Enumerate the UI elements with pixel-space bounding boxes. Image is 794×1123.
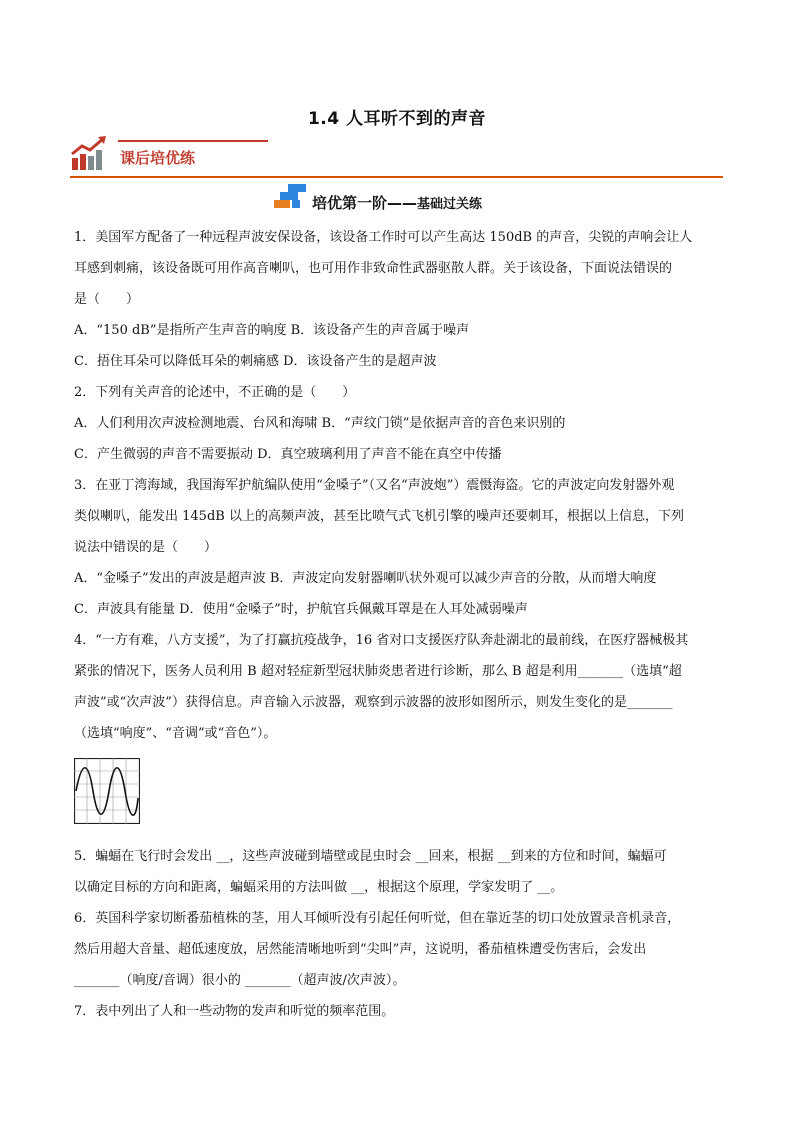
q1-options: A．“150 dB”是指所产生声音的响度 B．该设备产生的声音属于噪声	[74, 323, 470, 338]
q2-options: A．人们利用次声波检测地震、台风和海啸 B．“声纹门锁”是依据声音的音色来识别的	[74, 416, 566, 431]
section-heading	[0, 182, 794, 212]
q5-line: 5．蝙蝠在飞行时会发出 __，这些声波碰到墙壁或昆虫时会 __回来，根据 __到来的方位和时间，蝙蝠可	[74, 849, 667, 864]
banner-bottom-rule	[70, 176, 723, 178]
q3-options: C．声波具有能量 D．使用“金嗓子”时，护航官兵佩戴耳罩是在人耳处减弱噪声	[74, 602, 528, 617]
question-list	[74, 222, 722, 1027]
oscilloscope-waveform-figure	[74, 758, 140, 824]
q1-line: 耳感到刺痛，该设备既可用作高音喇叭，也可用作非致命性武器驱散人群。关于该设备，下面说法错误的	[74, 261, 673, 276]
q3-line: 说法中错误的是（ ）	[74, 540, 218, 555]
page-title: 1.4 人耳听不到的声音	[307, 109, 487, 129]
q1-options: C．捂住耳朵可以降低耳朵的刺痛感 D．该设备产生的是超声波	[74, 354, 437, 369]
q1-line: 是（ ）	[74, 292, 140, 307]
q4-line: 紧张的情况下，医务人员利用 B 超对轻症新型冠状肺炎患者进行诊断，那么 B 超是利用_______（选填“超	[74, 664, 682, 679]
q3-options: A．“金嗓子”发出的声波是超声波 B．声波定向发射器喇叭状外观可以减少声音的分散，从而增大响度	[74, 571, 657, 586]
q7-line: 7．表中列出了人和一些动物的发声和听觉的频率范围。	[74, 1004, 395, 1019]
stair-blocks-icon	[272, 182, 312, 210]
q1-line: 1．美国军方配备了一种远程声波安保设备，该设备工作时可以产生高达 150dB 的声音，尖锐的声响会让人	[74, 230, 693, 245]
section-subtitle: 基础过关练	[417, 197, 483, 212]
q6-line: 6．英国科学家切断番茄植株的茎，用人耳倾听没有引起任何听觉，但在靠近茎的切口处放置录音机录音，	[74, 911, 681, 926]
q4-line: （选填“响度”、“音调”或“音色”）。	[74, 726, 277, 741]
q3-line: 3．在亚丁湾海域，我国海军护航编队使用“金嗓子”（又名“声波炮”）震慑海盗。它的声波定向发射器外观	[74, 478, 675, 493]
q5-line: 以确定目标的方向和距离，蝙蝠采用的方法叫做 __，根据这个原理，学家发明了 __。	[74, 880, 564, 895]
growth-chart-icon	[70, 134, 110, 172]
q3-line: 类似喇叭，能发出 145dB 以上的高频声波，甚至比喷气式飞机引擎的噪声还要刺耳，根据以上信息，下列	[74, 509, 684, 524]
figure-spacer	[74, 749, 722, 841]
section-dash: ——	[387, 194, 418, 212]
banner-label: 课后培优练	[120, 149, 196, 167]
q2-line: 2．下列有关声音的论述中，不正确的是（ ）	[74, 385, 356, 400]
section-title	[312, 192, 482, 213]
section-banner	[70, 134, 723, 178]
q6-line: 然后用超大音量、超低速度放，居然能清晰地听到“尖叫”声，这说明，番茄植株遭受伤害后，会发出	[74, 942, 647, 957]
section-main-title: 培优第一阶	[312, 194, 388, 212]
q4-line: 声波”或“次声波”）获得信息。声音输入示波器，观察到示波器的波形如图所示，则发生变化的是_______	[74, 695, 673, 710]
banner-top-rule	[118, 140, 268, 142]
q6-line: _______（响度/音调）很小的 _______（超声波/次声波）。	[74, 973, 406, 988]
q2-options: C．产生微弱的声音不需要振动 D．真空玻璃利用了声音不能在真空中传播	[74, 447, 502, 462]
q4-line: 4．“一方有难，八方支援”，为了打赢抗疫战争，16 省对口支援医疗队奔赴湖北的最前线，在医疗器械极其	[74, 633, 689, 648]
